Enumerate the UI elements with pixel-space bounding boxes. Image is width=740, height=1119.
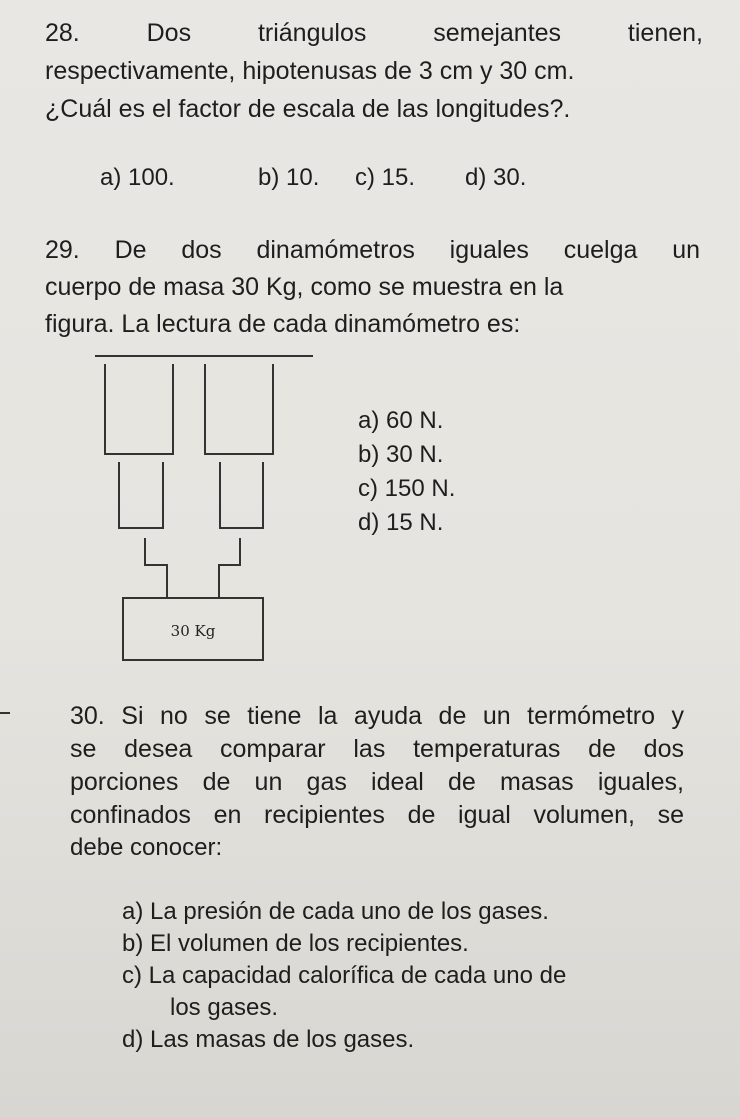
q30-line-4: confinados en recipientes de igual volumen, se <box>70 801 684 829</box>
q30-option-c-continued: los gases. <box>170 994 279 1021</box>
q28-line-3: ¿Cuál es el factor de escala de las longitudes?. <box>45 95 571 123</box>
q28-option-b: b) 10. <box>258 164 320 191</box>
right-dynamometer-body <box>205 364 273 454</box>
q30-line-2: se desea comparar las temperaturas de dos <box>70 735 684 763</box>
q30-line-3: porciones de un gas ideal de masas iguales, <box>70 768 684 796</box>
mass-label: 30 Kg <box>170 622 216 640</box>
dynamometer-figure <box>95 350 315 670</box>
q30-line-1: 30. Si no se tiene la ayuda de un termómetro y <box>70 702 684 730</box>
left-dynamometer-body <box>105 364 173 454</box>
q30-option-d: d) Las masas de los gases. <box>122 1026 415 1053</box>
q29-option-d: d) 15 N. <box>358 509 444 536</box>
q29-option-c: c) 150 N. <box>358 475 456 502</box>
left-hook <box>145 538 167 598</box>
q30-option-b: b) El volumen de los recipientes. <box>122 930 469 957</box>
q29-line-1: 29. De dos dinamómetros iguales cuelga un <box>45 236 700 264</box>
q28-option-a: a) 100. <box>100 164 175 191</box>
q29-option-b: b) 30 N. <box>358 441 444 468</box>
q28-line-2: respectivamente, hipotenusas de 3 cm y 30 cm. <box>45 57 575 85</box>
q29-option-a: a) 60 N. <box>358 407 444 434</box>
right-dynamometer-spring <box>220 462 263 528</box>
q30-line-5: debe conocer: <box>70 834 223 861</box>
q29-line-3: figura. La lectura de cada dinamómetro es: <box>45 310 521 338</box>
q29-line-2: cuerpo de masa 30 Kg, como se muestra en la <box>45 273 564 301</box>
q30-option-c: c) La capacidad calorífica de cada uno de <box>122 962 567 989</box>
q28-option-c: c) 15. <box>355 164 416 191</box>
margin-mark <box>0 712 10 714</box>
left-dynamometer-spring <box>119 462 163 528</box>
q30-option-a: a) La presión de cada uno de los gases. <box>122 898 549 925</box>
right-hook <box>219 538 240 598</box>
q28-line-1: 28. Dos triángulos semejantes tienen, <box>45 19 703 47</box>
q28-option-d: d) 30. <box>465 164 527 191</box>
